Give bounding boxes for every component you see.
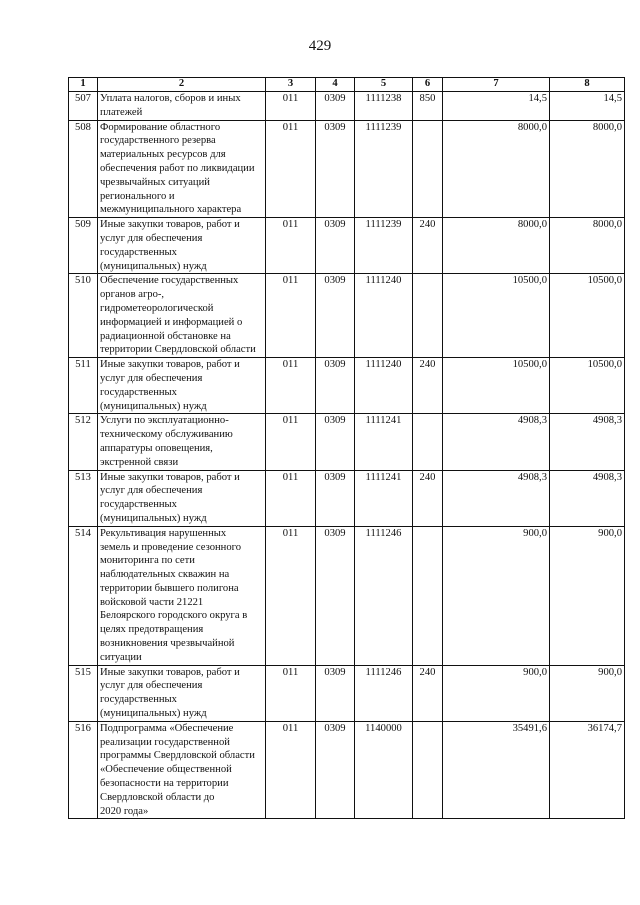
- row-col3-code: 011: [266, 218, 316, 274]
- row-number: 512: [69, 414, 98, 470]
- row-name-line: (муниципальных) нужд: [100, 708, 207, 720]
- budget-table: [68, 77, 625, 819]
- row-name-line: территории Свердловской области: [100, 344, 256, 356]
- row-col5-code: 1111239: [355, 120, 413, 218]
- row-name-line: Подпрограмма «Обеспечение: [100, 722, 234, 734]
- row-name: [98, 721, 266, 819]
- row-name-line: Рекультивация нарушенных: [100, 527, 227, 539]
- row-amount-7: 10500,0: [443, 358, 550, 414]
- row-col4-code: 0309: [316, 414, 355, 470]
- row-number: 511: [69, 358, 98, 414]
- row-name-line: Формирование областного: [100, 121, 221, 133]
- table-row: [69, 92, 625, 121]
- row-name-line: Уплата налогов, сборов и иных: [100, 93, 241, 104]
- header-cell: 2: [98, 78, 266, 92]
- row-number: 513: [69, 470, 98, 526]
- row-name-line: государственных: [100, 386, 177, 398]
- row-name-line: (муниципальных) нужд: [100, 512, 207, 524]
- row-amount-7: 8000,0: [443, 218, 550, 274]
- row-name-line: Обеспечение государственных: [100, 275, 239, 287]
- row-amount-8: 900,0: [550, 665, 625, 721]
- row-name: [98, 218, 266, 274]
- row-col5-code: 1111240: [355, 358, 413, 414]
- row-col6-code: [413, 120, 443, 218]
- row-name-line: чрезвычайных ситуаций: [100, 176, 210, 188]
- row-name-line: гидрометеорологической: [100, 302, 214, 314]
- page-number: 429: [308, 38, 332, 54]
- table-row: [69, 414, 625, 470]
- row-name: [98, 470, 266, 526]
- row-name: [98, 120, 266, 218]
- row-col3-code: 011: [266, 274, 316, 358]
- row-col4-code: 0309: [316, 358, 355, 414]
- row-col3-code: 011: [266, 721, 316, 819]
- row-col3-code: 011: [266, 358, 316, 414]
- row-col5-code: 1111240: [355, 274, 413, 358]
- table-row: [69, 470, 625, 526]
- row-col6-code: [413, 274, 443, 358]
- row-name-line: Услуги по эксплуатационно-: [100, 415, 229, 427]
- row-col3-code: 011: [266, 414, 316, 470]
- row-amount-8: 14,5: [550, 92, 625, 121]
- row-name-line: услуг для обеспечения: [100, 680, 203, 692]
- row-number: 507: [69, 92, 98, 121]
- row-name-line: услуг для обеспечения: [100, 372, 203, 384]
- row-col6-code: [413, 721, 443, 819]
- row-col3-code: 011: [266, 92, 316, 121]
- row-name-line: возникновения чрезвычайной: [100, 638, 235, 650]
- row-col4-code: 0309: [316, 721, 355, 819]
- table-row: [69, 526, 625, 665]
- row-amount-8: 4908,3: [550, 470, 625, 526]
- row-name: [98, 665, 266, 721]
- row-name: [98, 274, 266, 358]
- row-col6-code: [413, 414, 443, 470]
- row-number: 510: [69, 274, 98, 358]
- header-cell: 6: [413, 78, 443, 92]
- row-amount-7: 14,5: [443, 92, 550, 121]
- row-amount-8: 900,0: [550, 526, 625, 665]
- row-col5-code: 1111241: [355, 414, 413, 470]
- table-row: [69, 358, 625, 414]
- row-col6-code: [413, 526, 443, 665]
- row-col4-code: 0309: [316, 218, 355, 274]
- row-col4-code: 0309: [316, 665, 355, 721]
- row-number: 516: [69, 721, 98, 819]
- row-name-line: Иные закупки товаров, работ и: [100, 219, 240, 231]
- row-col3-code: 011: [266, 470, 316, 526]
- row-name-line: Иные закупки товаров, работ и: [100, 471, 240, 483]
- header-cell: 7: [443, 78, 550, 92]
- row-name-line: услуг для обеспечения: [100, 232, 203, 244]
- row-name-line: «Обеспечение общественной: [100, 764, 232, 776]
- header-cell: 4: [316, 78, 355, 92]
- table-row: [69, 665, 625, 721]
- row-name-line: платежей: [100, 106, 143, 118]
- row-name-line: органов агро-,: [100, 289, 165, 301]
- row-name: [98, 526, 266, 665]
- row-amount-7: 35491,6: [443, 721, 550, 819]
- row-amount-8: 36174,7: [550, 721, 625, 819]
- row-amount-8: 10500,0: [550, 358, 625, 414]
- row-name-line: государственных: [100, 246, 177, 258]
- row-name-line: целях предотвращения: [100, 624, 204, 636]
- table-row: [69, 721, 625, 819]
- row-col3-code: 011: [266, 526, 316, 665]
- row-col6-code: 240: [413, 218, 443, 274]
- row-col4-code: 0309: [316, 120, 355, 218]
- row-amount-7: 8000,0: [443, 120, 550, 218]
- row-name-line: ситуации: [100, 651, 142, 663]
- row-name-line: материальных ресурсов для: [100, 149, 226, 161]
- row-number: 514: [69, 526, 98, 665]
- row-amount-8: 4908,3: [550, 414, 625, 470]
- row-amount-7: 4908,3: [443, 414, 550, 470]
- row-name-line: мониторинга по сети: [100, 555, 195, 567]
- row-col4-code: 0309: [316, 274, 355, 358]
- row-name-line: государственных: [100, 499, 177, 511]
- row-name-line: территории бывшего полигона: [100, 582, 239, 594]
- row-col6-code: 240: [413, 358, 443, 414]
- row-col5-code: 1111239: [355, 218, 413, 274]
- row-number: 515: [69, 665, 98, 721]
- row-col5-code: 1111238: [355, 92, 413, 121]
- header-row: [69, 78, 625, 92]
- table-row: [69, 218, 625, 274]
- row-number: 508: [69, 120, 98, 218]
- row-name-line: межмуниципального характера: [100, 204, 242, 216]
- row-name-line: Свердловской области до: [100, 791, 215, 803]
- header-cell: 1: [69, 78, 98, 92]
- row-col6-code: 850: [413, 92, 443, 121]
- row-col6-code: 240: [413, 470, 443, 526]
- row-name-line: Иные закупки товаров, работ и: [100, 666, 240, 678]
- row-col5-code: 1111241: [355, 470, 413, 526]
- row-col3-code: 011: [266, 120, 316, 218]
- row-amount-8: 8000,0: [550, 218, 625, 274]
- row-amount-7: 4908,3: [443, 470, 550, 526]
- row-name-line: войсковой части 21221: [100, 596, 204, 608]
- row-name-line: программы Свердловской области: [100, 750, 255, 762]
- row-name-line: безопасности на территории: [100, 778, 229, 790]
- table-body: [69, 92, 625, 819]
- row-amount-7: 10500,0: [443, 274, 550, 358]
- row-col3-code: 011: [266, 665, 316, 721]
- row-col5-code: 1140000: [355, 721, 413, 819]
- row-amount-8: 10500,0: [550, 274, 625, 358]
- row-name-line: Белоярского городского округа в: [100, 610, 248, 622]
- row-name-line: техническому обслуживанию: [100, 429, 233, 441]
- row-name: [98, 92, 266, 121]
- row-name: [98, 414, 266, 470]
- row-name-line: 2020 года»: [100, 805, 149, 817]
- header-cell: 3: [266, 78, 316, 92]
- row-col5-code: 1111246: [355, 526, 413, 665]
- table-row: [69, 120, 625, 218]
- row-name-line: Иные закупки товаров, работ и: [100, 359, 240, 371]
- row-col6-code: 240: [413, 665, 443, 721]
- row-number: 509: [69, 218, 98, 274]
- row-col4-code: 0309: [316, 92, 355, 121]
- row-name-line: аппаратуры оповещения,: [100, 442, 213, 454]
- row-name-line: услуг для обеспечения: [100, 485, 203, 497]
- row-name-line: экстренной связи: [100, 456, 179, 468]
- row-name-line: обеспечения работ по ликвидации: [100, 162, 255, 174]
- header-cell: 5: [355, 78, 413, 92]
- row-col4-code: 0309: [316, 470, 355, 526]
- row-name-line: (муниципальных) нужд: [100, 400, 207, 412]
- row-name-line: наблюдательных скважин на: [100, 569, 230, 581]
- row-amount-8: 8000,0: [550, 120, 625, 218]
- row-name-line: регионального и: [100, 190, 175, 202]
- row-name-line: реализации государственной: [100, 736, 230, 748]
- row-col5-code: 1111246: [355, 665, 413, 721]
- header-cell: 8: [550, 78, 625, 92]
- row-amount-7: 900,0: [443, 665, 550, 721]
- row-name-line: информацией и информацией о: [100, 316, 243, 328]
- row-name-line: (муниципальных) нужд: [100, 260, 207, 272]
- row-name-line: радиационной обстановке на: [100, 330, 231, 342]
- row-name-line: государственного резерва: [100, 135, 216, 147]
- row-col4-code: 0309: [316, 526, 355, 665]
- row-name: [98, 358, 266, 414]
- row-amount-7: 900,0: [443, 526, 550, 665]
- row-name-line: государственных: [100, 694, 177, 706]
- row-name-line: земель и проведение сезонного: [100, 541, 242, 553]
- table-row: [69, 274, 625, 358]
